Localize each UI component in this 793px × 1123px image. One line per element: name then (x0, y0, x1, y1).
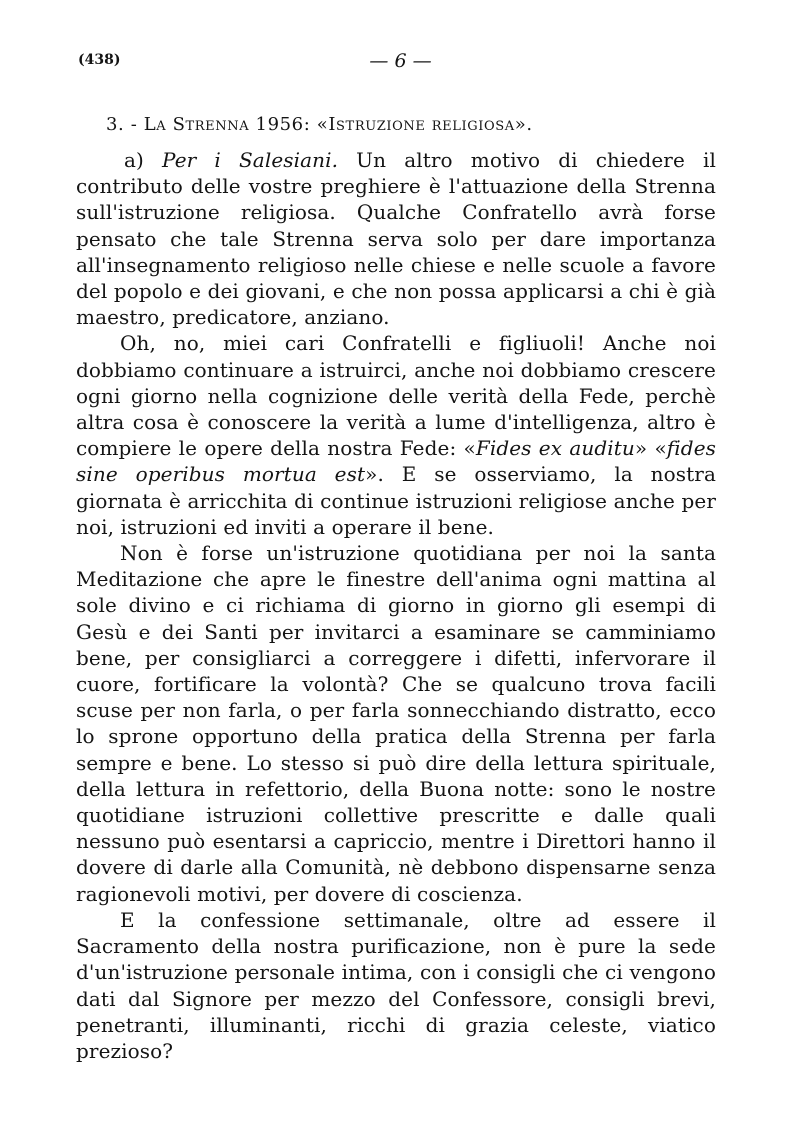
paragraph-2-text-a: Oh, no, miei cari Confratelli e figliuoli! Anche noi dobbiamo continuare a istruirci, anche noi dobbiamo crescere ogni giorno nella cognizione delle verità della Fede, perchè altra cosa è conoscere la verità a lume d'intelligenza, altro è compiere le opere della nostra Fede: « (76, 331, 716, 461)
paragraph-1 (76, 147, 716, 330)
paragraph-label: a) (124, 148, 144, 172)
body-text (76, 147, 716, 1064)
paragraph-2-text-c: ». E se osserviamo, la nostra giornata è arricchita di continue istruzioni religiose anche per noi, istruzioni ed inviti a operare il bene. (76, 462, 716, 539)
section-title-close: ». (514, 114, 533, 135)
section-title: La Strenna 1956: « (143, 114, 329, 135)
paragraph-2-text-b: » « (634, 436, 667, 461)
page-number: — 6 — (369, 50, 432, 72)
paragraph-4: E la confessione settimanale, oltre ad essere il Sacramento della nostra purificazione, non è pure la sede d'un'istruzione personale intima, con i consigli che ci vengono dati dal Signore per mezzo del Confessore, consigli brevi, penetranti, illuminanti, ricchi di grazia celeste, viatico prezioso? (76, 907, 716, 1063)
paragraph-1-text: Un altro motivo di chiedere il contributo delle vostre preghiere è l'attuazione della Strenna sull'istruzione religiosa. Qualche Confratello avrà forse pensato che tale Strenna serva solo per dare importanza all'insegnamento religioso nelle chiese e nelle scuole a favore del popolo e dei giovani, e che non possa applicarsi a chi è già maestro, predicatore, anziano. (76, 148, 716, 330)
section-heading (106, 114, 533, 135)
page-reference: (438) (78, 52, 121, 68)
paragraph-3: Non è forse un'istruzione quotidiana per noi la santa Meditazione che apre le finestre dell'anima ogni mattina al sole divino e ci richiama di giorno in giorno gli esempi di Gesù e dei Santi per invitarci a esaminare se camminiamo bene, per consigliarci a correggere i difetti, infervorare il cuore, fortificare la volontà? Che se qualcuno trova facili scuse per non farla, o per farla sonnecchiando distratto, ecco lo sprone opportuno della pratica della Strenna per farla sempre e bene. Lo stesso si può dire della lettura spirituale, della lettura in refettorio, della Buona notte: sono le nostre quotidiane istruzioni collettive prescritte e dalle quali nessuno può esentarsi a capriccio, mentre i Direttori hanno il dovere di darle alla Comunità, nè debbono dispensarne senza ragionevoli motivi, per dovere di coscienza. (76, 541, 716, 906)
latin-quote-2: fides sine operibus mortua est (76, 436, 716, 487)
latin-quote-1: Fides ex auditu (475, 436, 635, 461)
page-header (78, 50, 723, 76)
section-subtitle: Istruzione religiosa (328, 114, 515, 135)
paragraph-2 (76, 330, 716, 540)
section-number: 3. - (106, 114, 138, 135)
paragraph-lead: Per i Salesiani. (162, 148, 339, 172)
